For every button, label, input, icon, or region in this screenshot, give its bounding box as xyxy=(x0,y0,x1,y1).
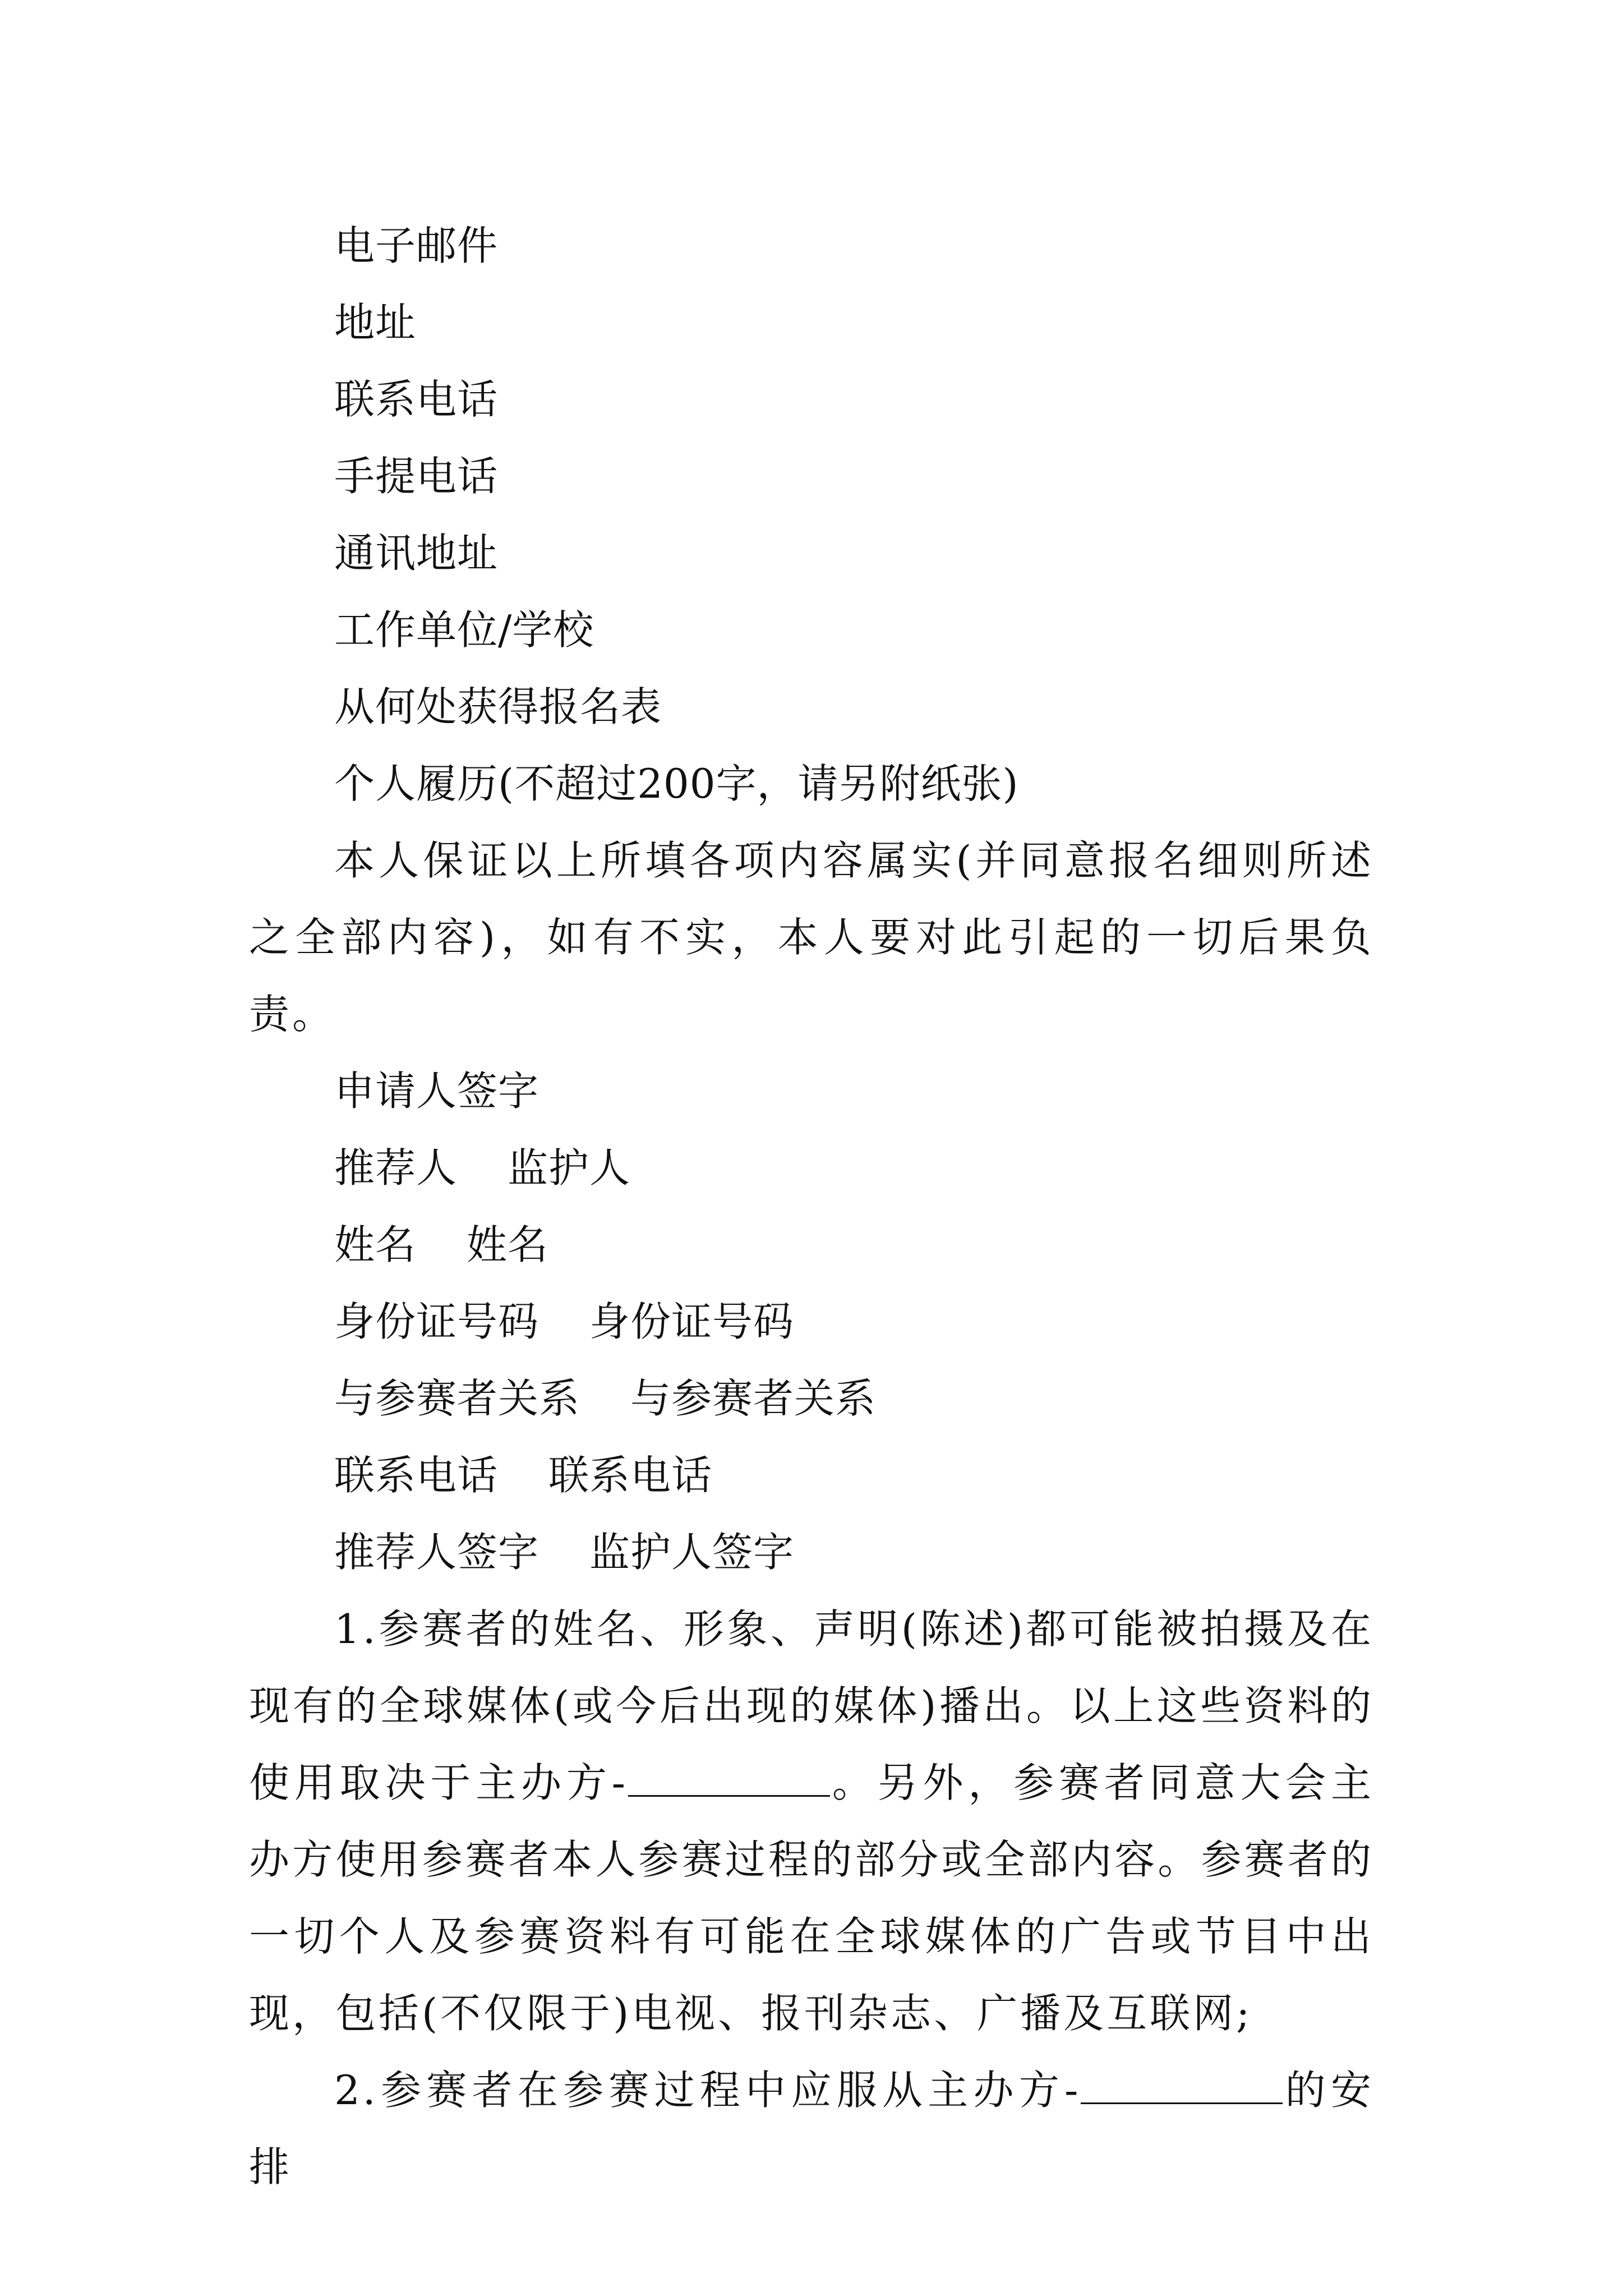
recommender-id-label: 身份证号码 xyxy=(334,1298,540,1345)
field-employer-school: 工作单位/学校 xyxy=(334,606,594,654)
clause-1-text-end: 。另外，参赛者同意大会主办方使用参赛者本人参赛过程的部分或全部内容。参赛者的一切个人及参赛资料有可能在全球媒体的广告或节目中出现，包括(不仅限于)电视、报刊杂志、广播及互联网; xyxy=(249,1759,1374,2037)
clause-1-text-start: 1.参赛者的姓名、形象、声明(陈述)都可能被拍摄及在现有的全球媒体(或今后出现的媒体)播出。以上这些资料的使用取决于主办方- xyxy=(249,1605,1374,1806)
guardian-relationship-label: 与参赛者关系 xyxy=(630,1375,877,1422)
pair-row-name xyxy=(249,1207,1374,1283)
clause-1-paragraph xyxy=(249,1591,1374,2052)
pair-row-phone xyxy=(249,1437,1374,1514)
organizer-blank-2 xyxy=(1081,2069,1283,2104)
field-phone: 联系电话 xyxy=(334,376,499,423)
guardian-signature-label: 监护人签字 xyxy=(589,1529,795,1576)
field-address: 地址 xyxy=(334,299,417,346)
recommender-label: 推荐人 xyxy=(334,1144,458,1191)
clause-2-text-end: 的安排 xyxy=(249,2067,1374,2191)
declaration-paragraph: 本人保证以上所填各项内容属实(并同意报名细则所述之全部内容)，如有不实，本人要对此引起的一切后果负责。 xyxy=(249,837,1374,1038)
document-body xyxy=(249,208,1374,2206)
field-resume: 个人履历(不超过200字，请另附纸张) xyxy=(334,760,1019,807)
pair-row-relationship xyxy=(249,1360,1374,1437)
guardian-label: 监护人 xyxy=(508,1144,631,1191)
pair-row-recommender-guardian xyxy=(249,1130,1374,1207)
clause-2-paragraph xyxy=(249,2052,1374,2206)
guardian-phone-label: 联系电话 xyxy=(548,1452,713,1499)
recommender-phone-label: 联系电话 xyxy=(334,1452,499,1499)
recommender-signature-label: 推荐人签字 xyxy=(334,1529,540,1576)
organizer-blank-1 xyxy=(628,1761,830,1797)
field-email: 电子邮件 xyxy=(334,222,499,269)
recommender-relationship-label: 与参赛者关系 xyxy=(334,1375,580,1422)
clause-2-text-start: 2.参赛者在参赛过程中应服从主办方- xyxy=(334,2067,1081,2114)
pair-row-signature xyxy=(249,1514,1374,1591)
recommender-name-label: 姓名 xyxy=(334,1221,417,1268)
field-form-source: 从何处获得报名表 xyxy=(334,683,662,730)
applicant-signature-label: 申请人签字 xyxy=(334,1068,540,1115)
guardian-id-label: 身份证号码 xyxy=(589,1298,795,1345)
field-mobile: 手提电话 xyxy=(334,453,499,500)
pair-row-id-number xyxy=(249,1283,1374,1360)
field-mailing-address: 通讯地址 xyxy=(334,530,499,577)
guardian-name-label: 姓名 xyxy=(467,1221,549,1268)
